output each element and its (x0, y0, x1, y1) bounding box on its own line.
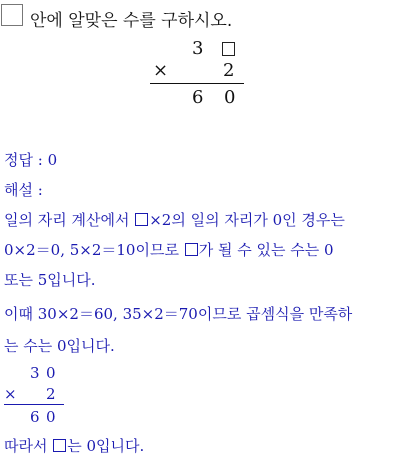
solution-multiplier: 2 (46, 385, 56, 403)
solution-digit-tens: 3 (30, 364, 40, 382)
explanation-line-2-start: 0×2＝0, 5×2＝10이므로 (4, 241, 184, 259)
conclusion-line (4, 436, 144, 456)
problem-multiplier: 2 (223, 60, 235, 81)
question-text: 안에 알맞은 수를 구하시오. (30, 11, 233, 31)
explanation-line-4: 이때 30×2＝60, 35×2＝70이므로 곱셈식을 만족하 (4, 305, 353, 323)
explanation-line-1-start: 일의 자리 계산에서 (4, 211, 135, 229)
problem-result-tens: 6 (192, 87, 204, 108)
answer-label: 정답 : 0 (4, 151, 58, 169)
explanation-line-2 (4, 240, 334, 260)
problem-blank-box[interactable] (222, 42, 235, 56)
solution-result-tens: 6 (30, 408, 40, 426)
problem-digit-tens: 3 (192, 38, 204, 59)
explanation-line-1 (4, 210, 345, 230)
explanation-line-1-end: ×2의 일의 자리가 0인 경우는 (149, 211, 345, 229)
problem-result-ones: 0 (224, 87, 236, 108)
solution-rule (4, 404, 64, 405)
problem-times-sign: × (153, 60, 169, 81)
blank-box-icon (53, 439, 66, 452)
solution-times-sign: × (4, 385, 17, 403)
answer-blank-box[interactable] (1, 4, 23, 26)
solution-digit-ones: 0 (46, 364, 56, 382)
solution-result-ones: 0 (46, 408, 56, 426)
blank-box-icon (135, 213, 148, 226)
conclusion-start: 따라서 (4, 437, 53, 455)
explanation-line-3: 또는 5입니다. (4, 271, 96, 289)
conclusion-end: 는 0입니다. (67, 437, 145, 455)
explanation-label: 해설 : (4, 181, 43, 199)
explanation-line-5: 는 수는 0입니다. (4, 337, 115, 355)
explanation-line-2-end: 가 될 수 있는 수는 0 (198, 241, 334, 259)
problem-rule (150, 83, 244, 84)
blank-box-icon (185, 243, 198, 256)
